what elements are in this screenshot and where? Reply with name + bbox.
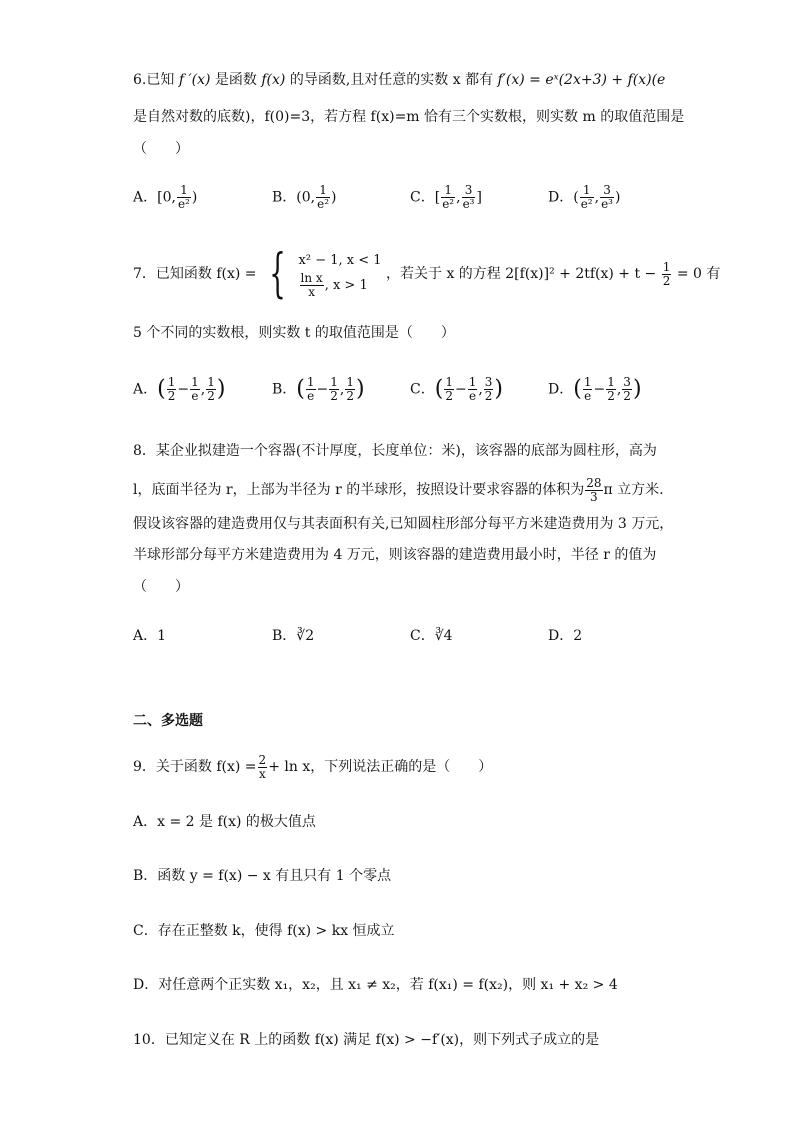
q9-option-c: C．存在正整数 k，使得 f(x) > kx 恒成立 (133, 923, 395, 939)
q9-option-d: D．对任意两个正实数 x₁，x₂，且 x₁ ≠ x₂，若 f(x₁) = f(x₂)，则 x₁ + x₂ > 4 (133, 977, 618, 993)
q8-line-3: 假设该容器的建造费用仅与其表面积有关,已知圆柱形部分每平方米建造费用为 3 万元， (133, 516, 674, 532)
q6-line-1 (133, 70, 665, 90)
q7-line-2: 5 个不同的实数根，则实数 t 的取值范围是（ ） (133, 325, 455, 341)
q9-line-1: 9．关于函数 f(x) = $\frac{2}{x}$ + ln x，下列说法正确的是（ ） (133, 752, 493, 781)
q9-option-a: A．x = 2 是 f(x) 的极大值点 (133, 814, 316, 830)
section-heading: 二、多选题 (133, 713, 203, 729)
q8-option-d: D．2 (548, 628, 583, 644)
q7-text: ，若关于 x 的方程 2[f(x)]² + 2tf(x) + t − (386, 266, 657, 282)
q7-text: = 0 有 (676, 266, 721, 282)
q6-equation: f′(x) = eˣ(2x+3) + f(x)(e (497, 72, 666, 88)
q8-option-c: C．∛4 (410, 628, 453, 644)
q6-option-c: C．[ $\frac{1}{\text{e²}}$ , $\frac{3}{\text{e³}}$ ] (410, 183, 482, 211)
q8-line-1: 8．某企业拟建造一个容器(不计厚度，长度单位：米)，该容器的底部为圆柱形，高为 (133, 443, 657, 459)
q7-option-a: A．( $\frac{1}{2}$ − $\frac{1}{e}$ , $\frac{1}{2}$ ) (133, 375, 226, 403)
q8-option-a: A．1 (133, 628, 167, 644)
q6-function: f(x) (261, 72, 286, 88)
q7-option-b: B．( $\frac{1}{e}$ − $\frac{1}{2}$ , $\frac{1}{2}$ ) (272, 375, 365, 403)
q7-line-1: 7．已知函数 f(x) = { x² − 1, x < 1 $\frac{\text{ln x}}{x}$ , x > 1 ，若关于 x 的方程 2[f(x)]² + 2tf(x) + t − $\frac{1}{2}$ = 0 有 (133, 244, 721, 304)
q8-line-2: l，底面半径为 r，上部为半径为 r 的半球形，按照设计要求容器的体积为 $\frac{28}{3}$ π 立方米. (133, 475, 664, 504)
q8-line-4: 半球形部分每平方米建造费用为 4 万元，则该容器的建造费用最小时，半径 r 的值为 (133, 547, 657, 563)
q6-derivative: f ′(x) (178, 72, 211, 88)
q6-text: 是函数 (214, 72, 257, 88)
q7-option-c: C．( $\frac{1}{2}$ − $\frac{1}{e}$ , $\frac{3}{2}$ ) (410, 375, 504, 403)
q10-line-1: 10．已知定义在 R 上的函数 f(x) 满足 f(x) > −f′(x)，则下列式子成立的是 (133, 1032, 600, 1048)
q9-option-b: B．函数 y = f(x) − x 有且只有 1 个零点 (133, 868, 392, 884)
q7-piecewise: x² − 1, x < 1 $\frac{\text{ln x}}{x}$ , x > 1 (298, 252, 382, 299)
q6-option-d: D．( $\frac{1}{\text{e²}}$ , $\frac{3}{\text{e³}}$ ) (548, 183, 621, 211)
q8-line-5: （ ） (133, 579, 189, 595)
q6-option-a: A．[0, $\frac{1}{\text{e²}}$ ) (133, 183, 198, 211)
left-brace-icon: { (269, 244, 286, 304)
q6-option-b: B．(0, $\frac{1}{\text{e²}}$ ) (272, 183, 337, 211)
q7-option-d: D．( $\frac{1}{e}$ − $\frac{1}{2}$ , $\frac{3}{2}$ ) (548, 375, 642, 403)
q6-line-2: 是自然对数的底数)，f(0)=3，若方程 f(x)=m 恰有三个实数根，则实数 m 的取值范围是 (133, 109, 685, 125)
q7-text: 7．已知函数 f(x) = (133, 266, 257, 282)
q6-text: 的导函数,且对任意的实数 x 都有 (289, 72, 494, 88)
q6-line-3: （ ） (133, 141, 189, 157)
q6-text: 6.已知 (133, 72, 175, 88)
q8-option-b: B．∛2 (272, 628, 315, 644)
